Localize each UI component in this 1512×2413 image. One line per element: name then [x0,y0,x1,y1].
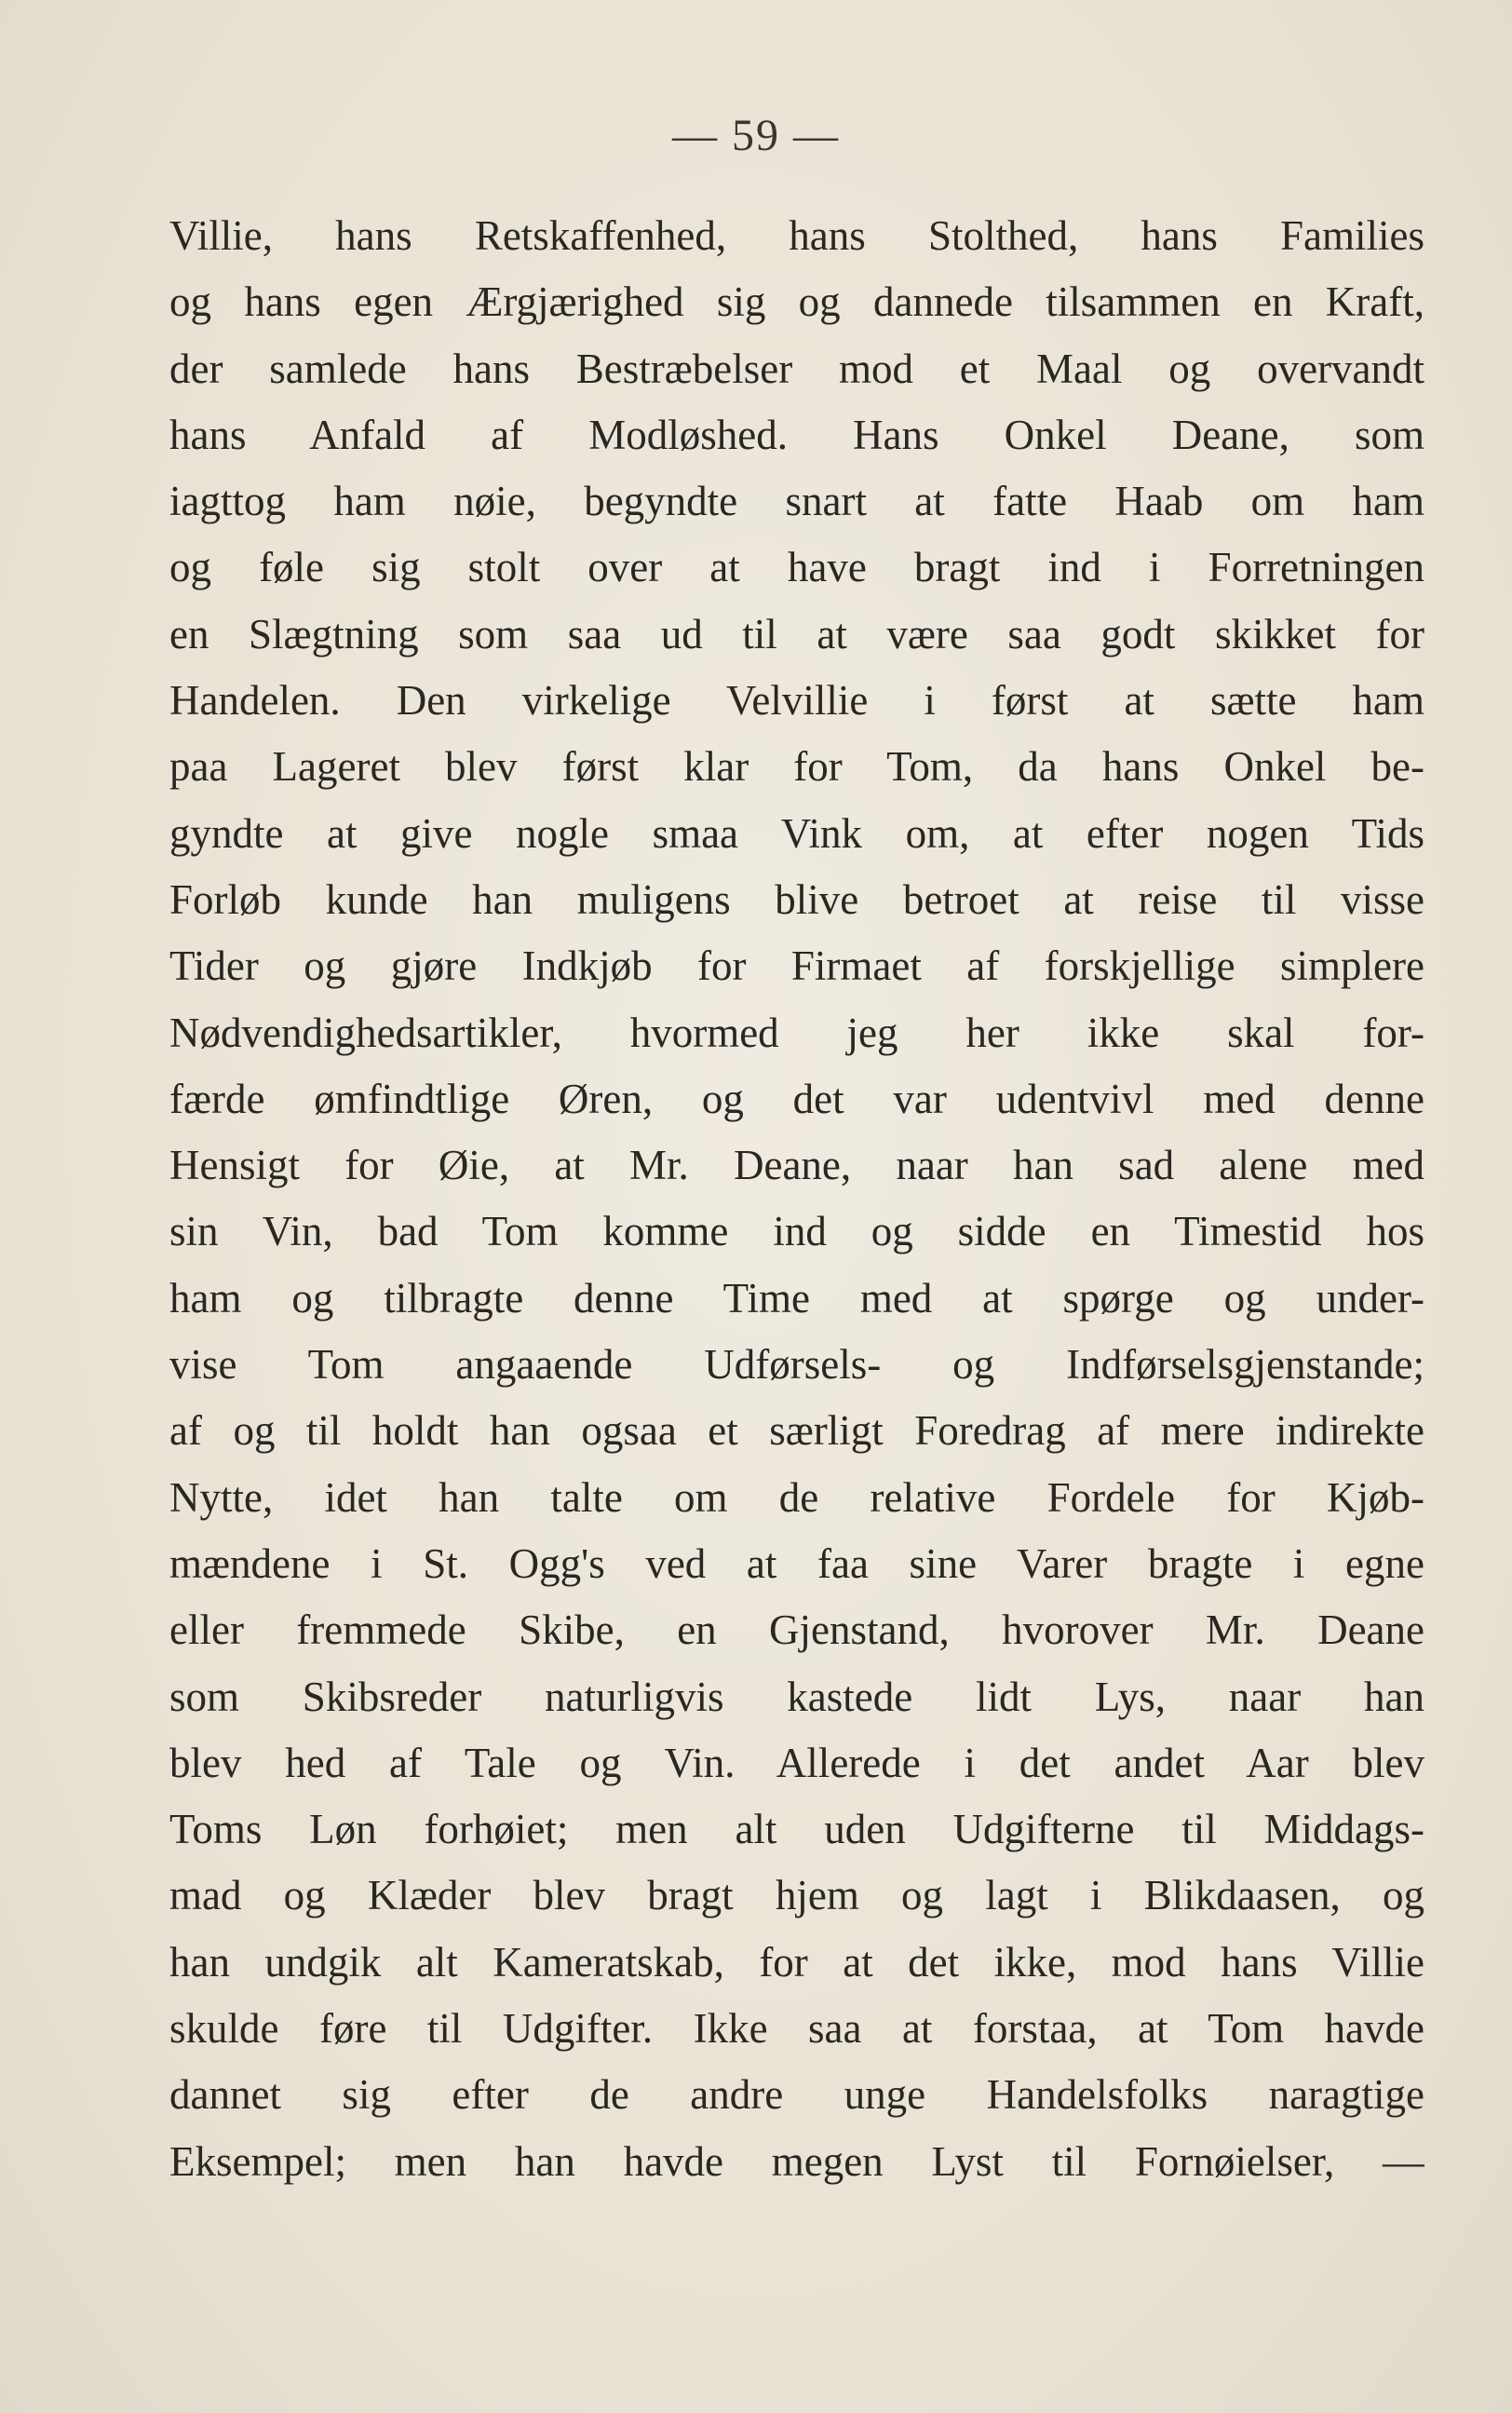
text-line: Toms Løn forhøiet; men alt uden Udgifterne til Middags- [169,1806,1424,1853]
text-line: af og til holdt han ogsaa et særligt Foredrag af mere indirekte [169,1407,1424,1455]
text-line: Handelen. Den virkelige Velvillie i først at sætte ham [169,677,1424,725]
text-line: Hensigt for Øie, at Mr. Deane, naar han sad alene med [169,1142,1424,1189]
text-line: en Slægtning som saa ud til at være saa godt skikket for [169,610,1424,657]
body-text [169,203,1424,2195]
text-line: Nytte, idet han talte om de relative Fordele for Kjøb- [169,1473,1424,1521]
text-line: iagttog ham nøie, begyndte snart at fatte Haab om ham [169,478,1424,525]
text-line: ham og tilbragte denne Time med at spørge og under- [169,1274,1424,1322]
text-line: gyndte at give nogle smaa Vink om, at efter nogen Tids [169,809,1424,857]
text-line: og hans egen Ærgjærighed sig og dannede tilsammen en Kraft, [169,278,1424,326]
text-line: Tider og gjøre Indkjøb for Firmaet af forskjellige simplere [169,942,1424,990]
text-line: og føle sig stolt over at have bragt ind i Forretningen [169,544,1424,591]
text-line: færde ømfindtlige Øren, og det var udentvivl med denne [169,1075,1424,1122]
text-line: som Skibsreder naturligvis kastede lidt Lys, naar han [169,1673,1424,1720]
text-line: blev hed af Tale og Vin. Allerede i det andet Aar blev [169,1739,1424,1786]
text-line: Forløb kunde han muligens blive betroet at reise til visse [169,875,1424,923]
text-line: eller fremmede Skibe, en Gjenstand, hvorover Mr. Deane [169,1606,1424,1654]
text-line: vise Tom angaaende Udførsels- og Indførselsgjenstande; [169,1341,1424,1389]
text-line: dannet sig efter de andre unge Handelsfolks naragtige [169,2071,1424,2119]
text-line: Villie, hans Retskaffenhed, hans Stolthed, hans Families [169,212,1424,259]
text-line: der samlede hans Bestræbelser mod et Maal og overvandt [169,345,1424,392]
text-line: mad og Klæder blev bragt hjem og lagt i Blikdaasen, og [169,1872,1424,1919]
text-line: Eksempel; men han havde megen Lyst til Fornøielser, — [169,2137,1424,2185]
text-line: sin Vin, bad Tom komme ind og sidde en Timestid hos [169,1208,1424,1255]
text-line: hans Anfald af Modløshed. Hans Onkel Deane, som [169,411,1424,458]
text-line: han undgik alt Kameratskab, for at det ikke, mod hans Villie [169,1938,1424,1986]
text-line: mændene i St. Ogg's ved at faa sine Varer bragte i egne [169,1539,1424,1587]
text-line: skulde føre til Udgifter. Ikke saa at forstaa, at Tom havde [169,2005,1424,2053]
page-number: — 59 — [672,111,840,160]
text-line: Nødvendighedsartikler, hvormed jeg her ikke skal for- [169,1009,1424,1056]
text-line: paa Lageret blev først klar for Tom, da hans Onkel be- [169,743,1424,791]
